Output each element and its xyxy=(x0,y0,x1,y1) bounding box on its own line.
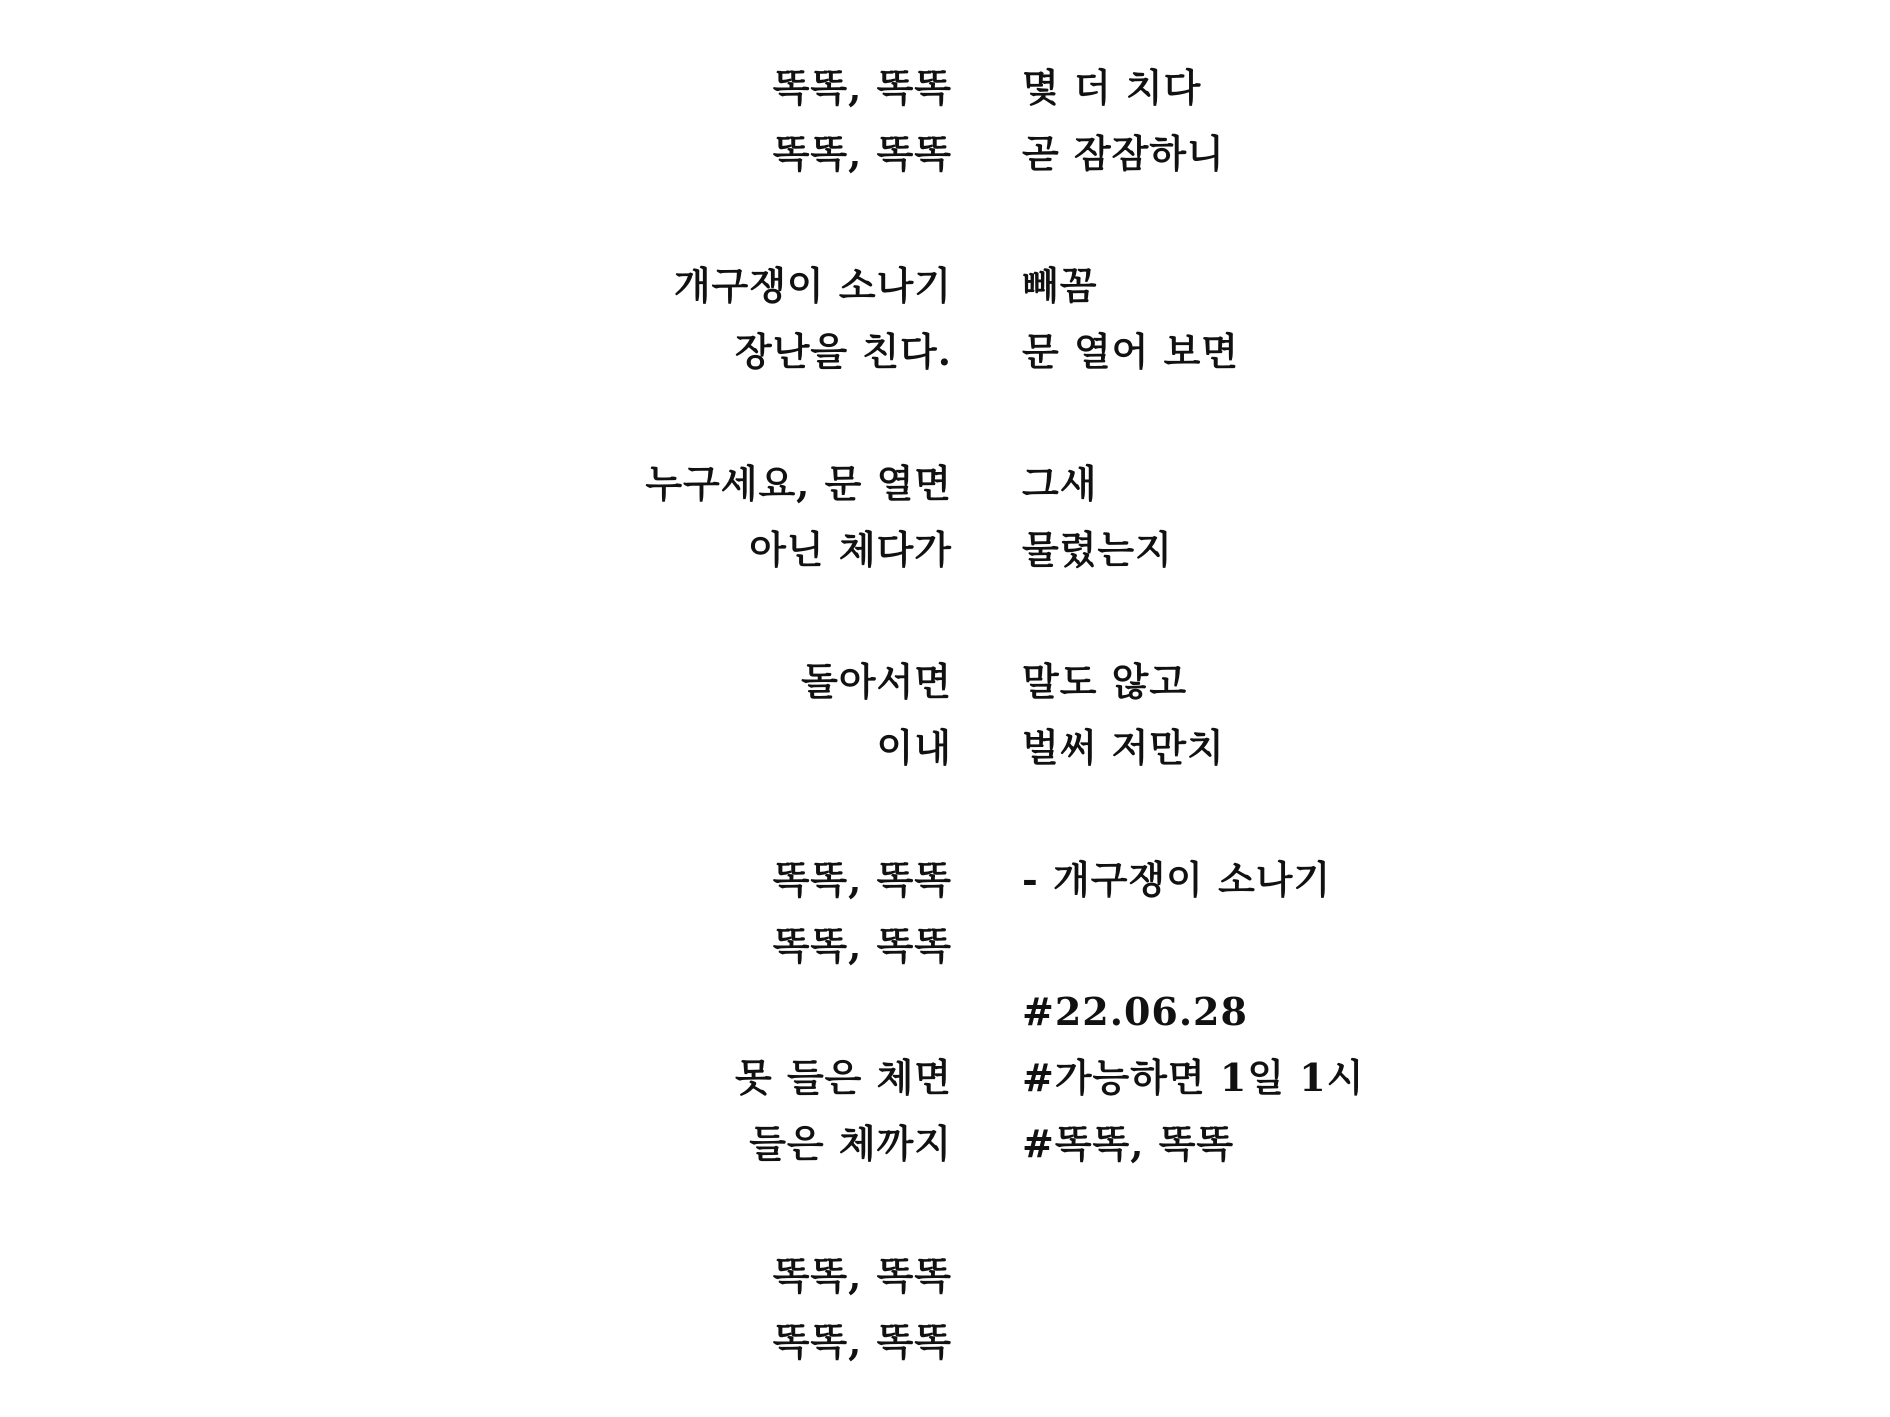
poem-line: 말도 않고 xyxy=(1022,659,1188,704)
stanza-gap xyxy=(0,979,952,1045)
poem-line: 똑똑, 똑똑 xyxy=(772,131,952,176)
poem-line: 똑똑, 똑똑 xyxy=(772,857,952,902)
poem-line: 개구쟁이 소나기 xyxy=(673,263,952,308)
poem-line: 몇 더 치다 xyxy=(1022,65,1202,110)
stanza-gap xyxy=(0,187,952,253)
poem-hashtag: #가능하면 1일 1시 xyxy=(1022,1055,1365,1100)
poem-line: 돌아서면 xyxy=(801,659,952,704)
poem-line: 그새 xyxy=(1022,461,1098,506)
poem-line: 문 열어 보면 xyxy=(1022,329,1239,374)
stanza-gap xyxy=(1022,583,1842,649)
poem-line: 똑똑, 똑똑 xyxy=(772,1319,952,1364)
poem-line: 벌써 저만치 xyxy=(1022,725,1225,770)
poem-hashtag-date: #22.06.28 xyxy=(1022,989,1248,1034)
poem-line: 똑똑, 똑똑 xyxy=(772,923,952,968)
stanza-gap xyxy=(0,385,952,451)
poem-line: 곧 잠잠하니 xyxy=(1022,131,1225,176)
poem-line: 빼꼼 xyxy=(1022,263,1098,308)
poem-line: 똑똑, 똑똑 xyxy=(772,1253,952,1298)
poem-line: 누구세요, 문 열면 xyxy=(645,461,952,506)
poem-hashtag: #똑똑, 똑똑 xyxy=(1022,1121,1235,1166)
poem-left-column xyxy=(0,55,952,1375)
stanza-gap xyxy=(1022,385,1842,451)
poem-right-column xyxy=(1022,55,1842,1177)
stanza-gap xyxy=(0,1177,952,1243)
poem-line: 이내 xyxy=(876,725,952,770)
poem-line: 아닌 체다가 xyxy=(749,527,952,572)
stanza-gap xyxy=(1022,913,1842,979)
poem-line: 장난을 친다. xyxy=(735,329,952,374)
stanza-gap xyxy=(1022,781,1842,847)
poem-line: 못 들은 체면 xyxy=(735,1055,952,1100)
stanza-gap xyxy=(0,583,952,649)
poem-line: 들은 체까지 xyxy=(749,1121,952,1166)
stanza-gap xyxy=(0,781,952,847)
stanza-gap xyxy=(1022,187,1842,253)
poem-signature: - 개구쟁이 소나기 xyxy=(1022,857,1332,902)
poem-line: 똑똑, 똑똑 xyxy=(772,65,952,110)
poem-line: 물렸는지 xyxy=(1022,527,1173,572)
